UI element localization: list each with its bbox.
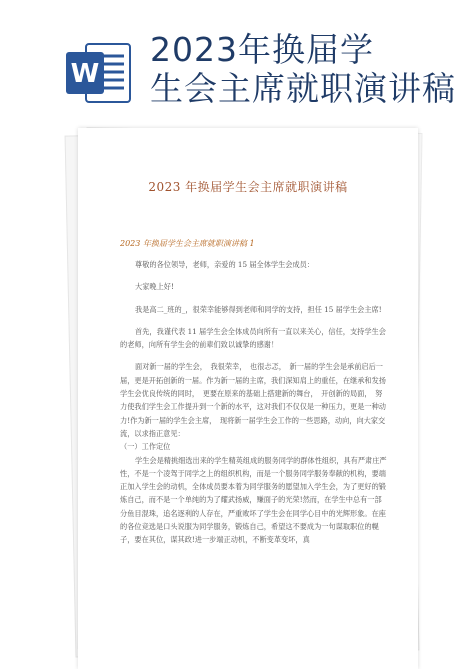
document-body — [120, 258, 388, 547]
greeting-paragraph: 尊敬的各位领导，老师，亲爱的 15 届全体学生会成员： — [135, 260, 315, 269]
document-title: 2023 年换届学生会主席就职演讲稿 — [148, 180, 348, 194]
word-icon-letter: W — [70, 59, 100, 89]
hello-paragraph: 大家晚上好! — [135, 282, 174, 292]
thanks-paragraph: 首先，我谨代表 11 届学生会全体成员向所有一直以来关心，信任，支持学生会的老师，向所有学生会的前辈们致以诚挚的感谢！ — [120, 326, 386, 350]
intro-paragraph: 我是高二_班的_，很荣幸能够得到老师和同学的支持，担任 15 届学生会主席! — [135, 304, 382, 314]
banner-title-line1: 2023年换届学 — [150, 30, 374, 69]
banner-title — [150, 30, 460, 108]
banner-header — [0, 0, 474, 125]
positioning-paragraph: 学生会是精挑细选出来的学生精英组成的服务同学的群体性组织，具有严肃庄严性，不是一个凌驾于同学之上的组织机构，而是一个服务同学服务奉献的机构，要端正加入学生会的动机，全体成员要本着为同学服务的愿望加入学生会，为了更好的锻炼自己，而不是一个单纯的为了耀武扬威，赚面子的光荣!然而，在学生中总有一部分鱼目混珠，追名逐利的人存在，严重败坏了学生会在同学心目中的光辉形象。在座的各位竞选是口头说服为同学服务，锻炼自己，希望这不要成为一句谋取职位的幌子，要在其位，谋其政!进一步端正动机，不断变革变坏，真 — [120, 455, 387, 545]
section-heading: （一）工作定位 — [120, 442, 171, 452]
document-subtitle: 2023 年换届学生会主席就职演讲稿 1 — [120, 239, 255, 248]
plan-paragraph: 面对新一届的学生会， 我很荣幸， 也很忐忑， 新一届的学生会是承前启后一届，更是开拓创新的一届。作为新一届的主席，我们深知肩上的重任，在继承和发扬学生会优良传统的同时， 更要在原来的基础上搭建新的舞台， 开创新的局面， 努力使我们学生会工作提升到一个新的水平，这对我们不仅仅是一种压力，更是一种动力!作为新一届的学生会主席， 现将新一届学生会工作的一些思路，动向，向大家交流，以求指正意见： — [120, 362, 386, 438]
word-document-icon — [66, 40, 132, 106]
document-page — [78, 128, 418, 669]
banner-title-line2: 生会主席就职演讲稿 — [150, 69, 456, 108]
